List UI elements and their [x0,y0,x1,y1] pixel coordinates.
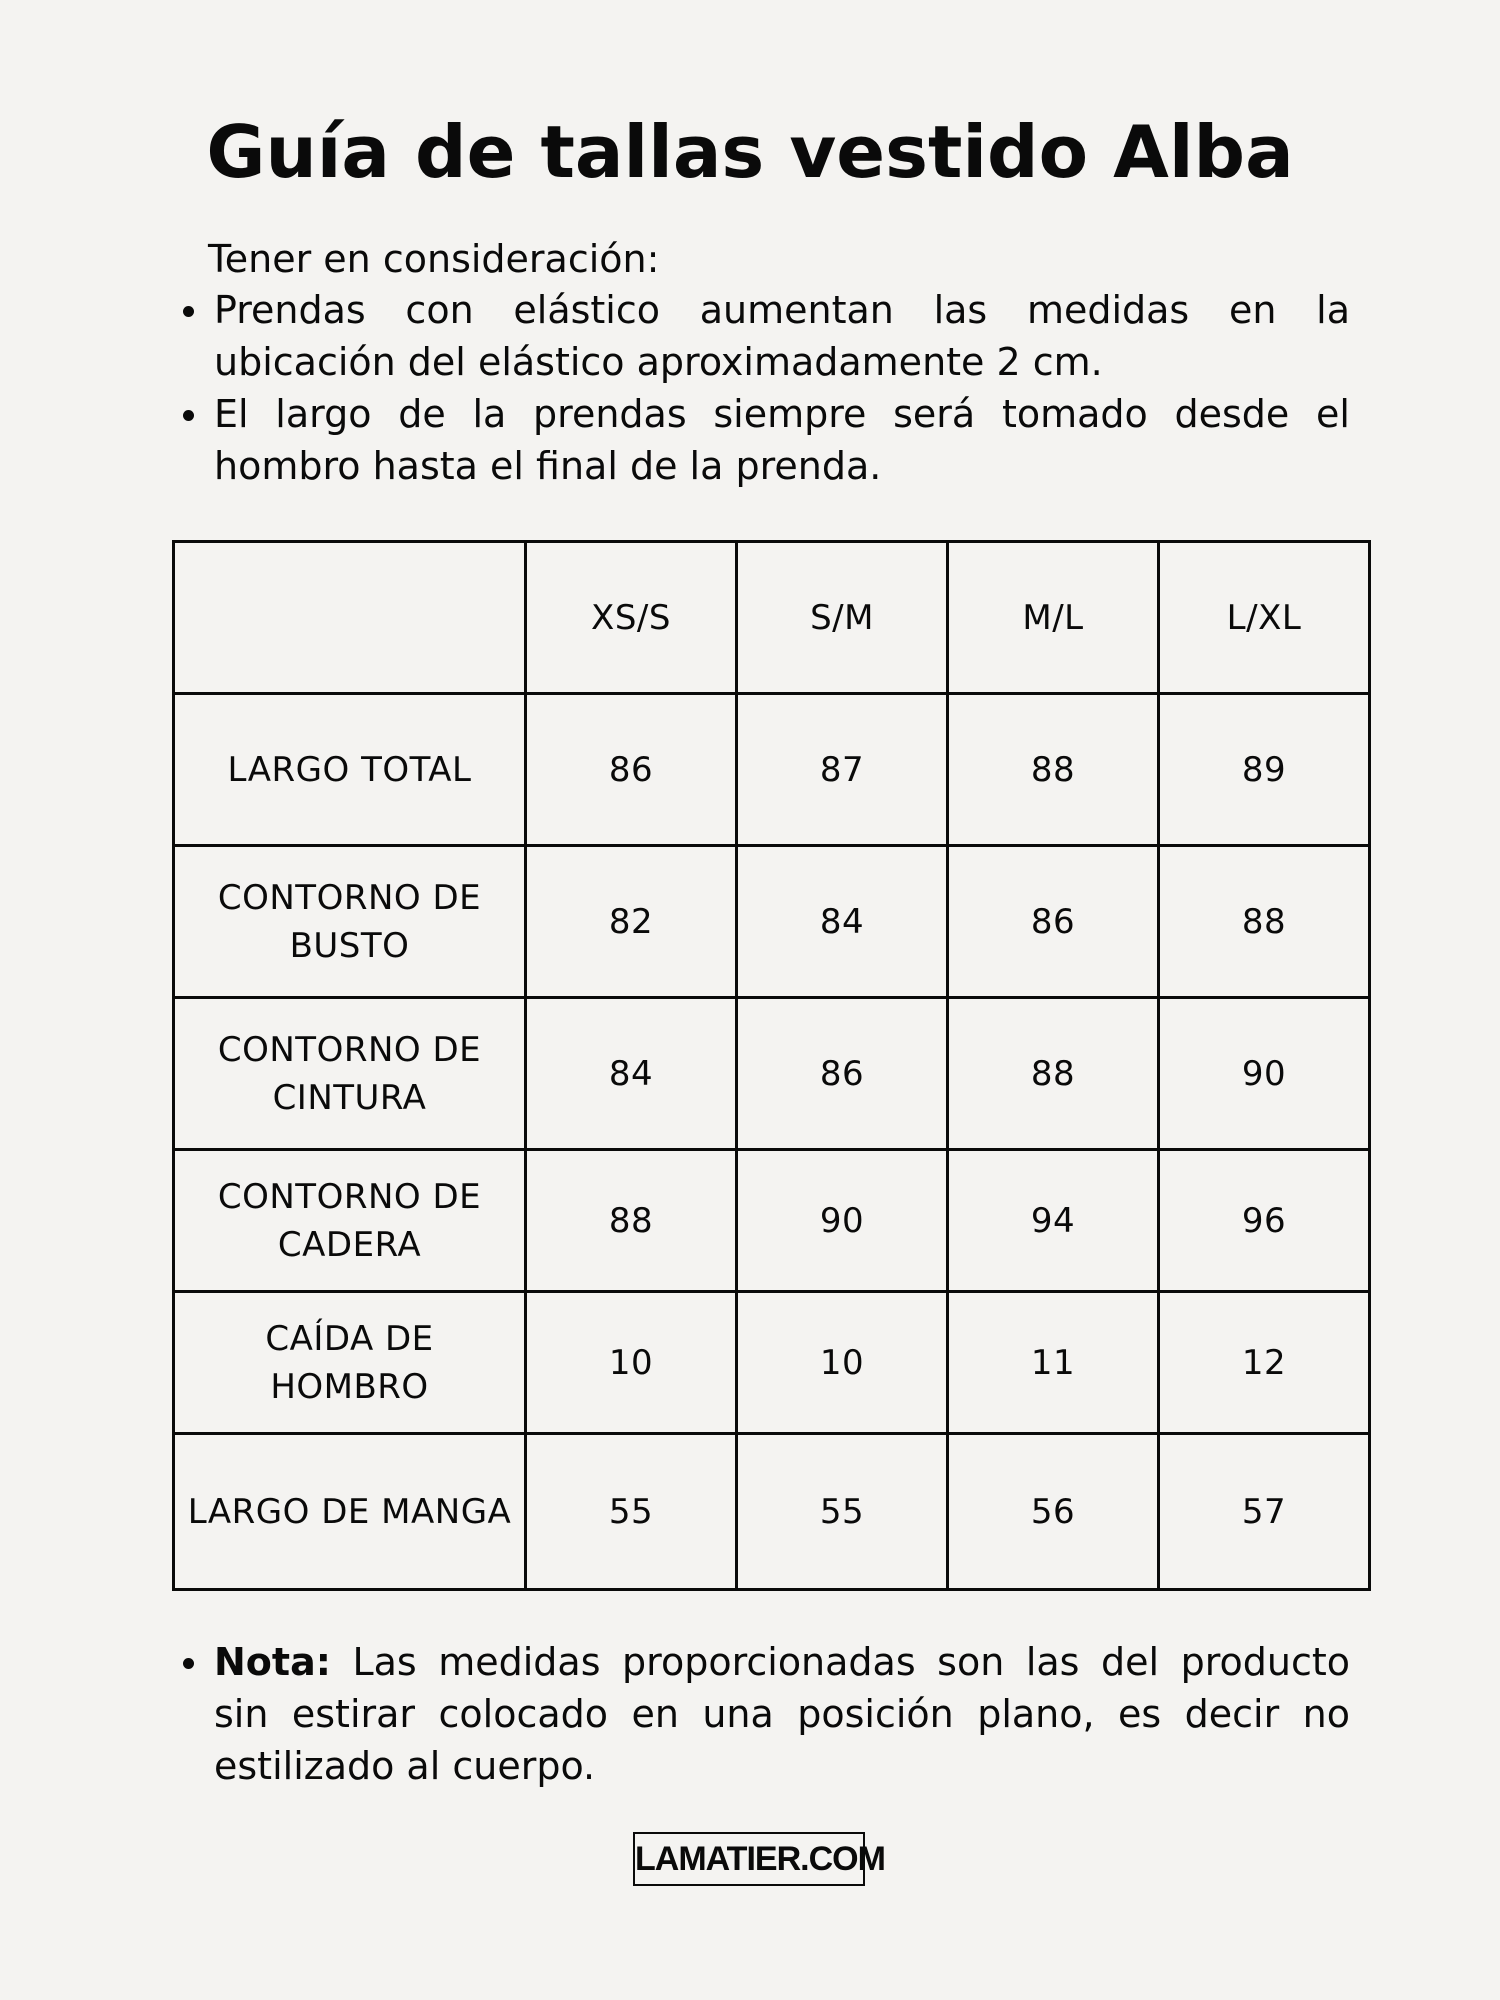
size-header: S/M [737,542,948,694]
table-cell: 88 [948,998,1159,1150]
consideration-list [180,284,1350,492]
list-item [180,284,1350,388]
table-cell: 88 [948,694,1159,846]
bullet-icon [183,410,194,421]
table-corner-cell [174,542,526,694]
bullet-text: El largo de la prendas siempre será tomado desde el hombro hasta el final de la prenda. [214,392,1350,488]
table-cell: 10 [737,1292,948,1434]
note-label: Nota: [214,1640,331,1684]
bullet-icon [183,306,194,317]
consideration-heading: Tener en consideración: [208,237,660,281]
table-cell: 87 [737,694,948,846]
table-row [174,1150,1370,1292]
row-label: LARGO DE MANGA [174,1434,526,1590]
table-cell: 55 [737,1434,948,1590]
table-cell: 90 [737,1150,948,1292]
table-cell: 82 [526,846,737,998]
row-label: LARGO TOTAL [174,694,526,846]
size-header: XS/S [526,542,737,694]
list-item [180,388,1350,492]
table-row [174,694,1370,846]
table-cell: 89 [1159,694,1370,846]
table-cell: 90 [1159,998,1370,1150]
table-cell: 84 [526,998,737,1150]
table-cell: 86 [737,998,948,1150]
bullet-text: Prendas con elástico aumentan las medidas en la ubicación del elástico aproximadamente 2 cm. [214,288,1350,384]
note-list [180,1636,1350,1792]
table-cell: 10 [526,1292,737,1434]
table-row [174,998,1370,1150]
table-cell: 88 [1159,846,1370,998]
table-cell: 12 [1159,1292,1370,1434]
brand-website: LAMATIER.COM [633,1832,865,1886]
size-header: L/XL [1159,542,1370,694]
table-cell: 56 [948,1434,1159,1590]
bullet-icon [183,1658,194,1669]
size-header: M/L [948,542,1159,694]
table-cell: 96 [1159,1150,1370,1292]
note-text: Las medidas proporcionadas son las del producto sin estirar colocado en una posición plano, es decir no estilizado al cuerpo. [214,1640,1350,1788]
table-cell: 84 [737,846,948,998]
table-cell: 86 [526,694,737,846]
table-cell: 88 [526,1150,737,1292]
row-label: CAÍDA DE HOMBRO [174,1292,526,1434]
size-table [172,540,1371,1591]
table-cell: 55 [526,1434,737,1590]
table-row [174,846,1370,998]
table-cell: 57 [1159,1434,1370,1590]
table-cell: 86 [948,846,1159,998]
table-cell: 11 [948,1292,1159,1434]
row-label: CONTORNO DE CADERA [174,1150,526,1292]
table-header-row [174,542,1370,694]
table-row [174,1434,1370,1590]
row-label: CONTORNO DE CINTURA [174,998,526,1150]
note-item [180,1636,1350,1792]
table-row [174,1292,1370,1434]
page-title: Guía de tallas vestido Alba [206,110,1294,194]
row-label: CONTORNO DE BUSTO [174,846,526,998]
table-cell: 94 [948,1150,1159,1292]
